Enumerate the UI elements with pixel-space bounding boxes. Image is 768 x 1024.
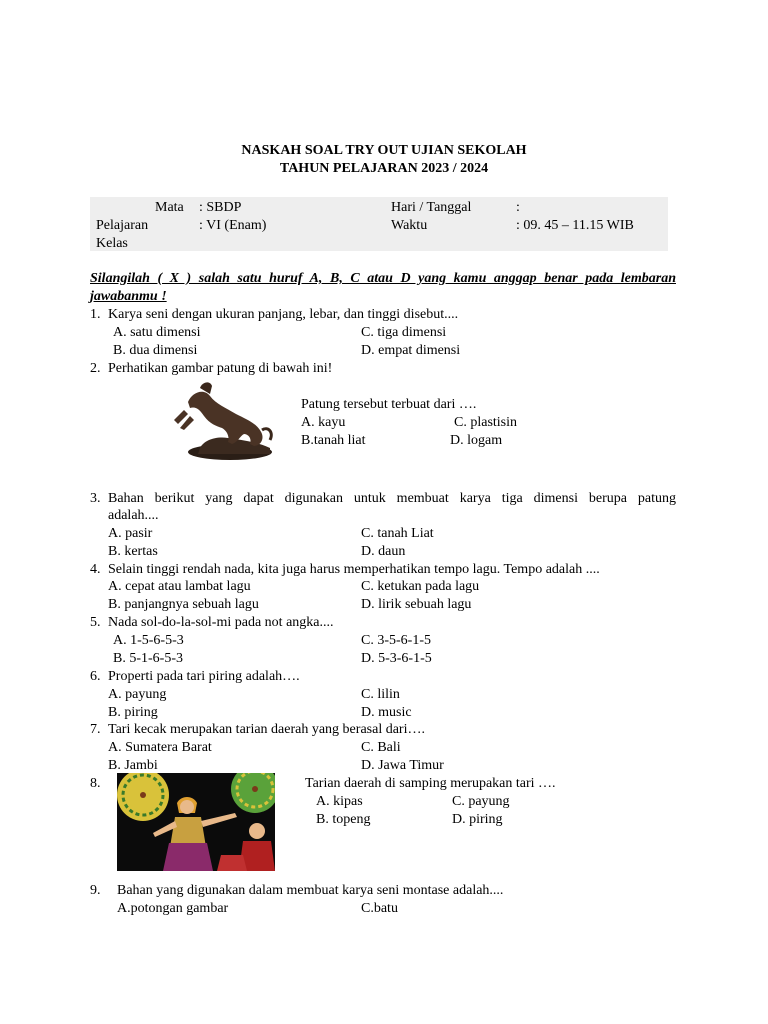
option-c: C. ketukan pada lagu (361, 579, 480, 594)
option-c: C. 3-5-6-1-5 (361, 633, 431, 648)
option-a: A. 1-5-6-5-3 (113, 633, 184, 648)
option-c: C. payung (452, 794, 510, 809)
hari-value: : (516, 200, 520, 215)
option-b: B. topeng (316, 812, 371, 827)
question-number: 6. (90, 669, 101, 684)
option-a: A. kayu (301, 415, 346, 430)
question-text: Nada sol-do-la-sol-mi pada not angka.... (108, 615, 334, 630)
question-number: 2. (90, 361, 101, 376)
question-number: 4. (90, 562, 101, 577)
option-d: D. empat dimensi (361, 343, 461, 358)
option-d: D. music (361, 705, 412, 720)
option-d: D. Jawa Timur (361, 758, 444, 773)
mata-value: : SBDP (199, 200, 242, 215)
option-d: D. daun (361, 544, 406, 559)
question-text: Tari kecak merupakan tarian daerah yang berasal dari…. (108, 722, 425, 737)
option-c: C. Bali (361, 740, 401, 755)
option-d: D. logam (450, 433, 503, 448)
option-c: C. lilin (361, 687, 400, 702)
option-a: A. satu dimensi (113, 325, 201, 340)
question-number: 8. (90, 776, 101, 791)
option-a: A. payung (108, 687, 167, 702)
question-text: Bahan yang digunakan dalam membuat karya seni montase adalah.... (117, 883, 504, 898)
option-c: C. tanah Liat (361, 526, 434, 541)
option-b: B. piring (108, 705, 158, 720)
waktu-label: Waktu (391, 218, 428, 233)
option-c: C. plastisin (454, 415, 518, 430)
hari-label: Hari / Tanggal (391, 200, 472, 215)
question-text: Karya seni dengan ukuran panjang, lebar, dan tinggi disebut.... (108, 307, 459, 322)
option-a: A. cepat atau lambat lagu (108, 579, 251, 594)
document-title: NASKAH SOAL TRY OUT UJIAN SEKOLAH (241, 143, 527, 158)
document-subtitle: TAHUN PELAJARAN 2023 / 2024 (279, 161, 489, 176)
option-a: A. Sumatera Barat (108, 740, 212, 755)
kelas-label: Kelas (96, 236, 128, 251)
option-c: C. tiga dimensi (361, 325, 447, 340)
question-text: Properti pada tari piring adalah…. (108, 669, 300, 684)
horse-statue-image (170, 380, 276, 464)
instruction-line2: jawabanmu ! (90, 289, 167, 304)
payung-dance-image (117, 773, 275, 871)
option-d: D. piring (452, 812, 503, 827)
kelas-value: : VI (Enam) (199, 218, 267, 233)
question-text: Bahan berikut yang dapat digunakan untuk membuat karya tiga dimensi berupa patung (108, 491, 676, 506)
option-d: D. lirik sebuah lagu (361, 597, 472, 612)
instruction-line1: Silangilah ( X ) salah satu huruf A, B, C atau D yang kamu anggap benar pada lembaran (90, 271, 676, 286)
option-b: B. 5-1-6-5-3 (113, 651, 183, 666)
question-number: 9. (90, 883, 101, 898)
question-number: 7. (90, 722, 101, 737)
question-text-continued: adalah.... (108, 508, 159, 523)
question-text: Perhatikan gambar patung di bawah ini! (108, 361, 333, 376)
option-b: B.tanah liat (301, 433, 366, 448)
question-number: 3. (90, 491, 101, 506)
option-d: D. 5-3-6-1-5 (361, 651, 432, 666)
option-a: A. pasir (108, 526, 153, 541)
option-b: B. Jambi (108, 758, 158, 773)
question-number: 1. (90, 307, 101, 322)
option-b: B. panjangnya sebuah lagu (108, 597, 259, 612)
question-number: 5. (90, 615, 101, 630)
question-text: Selain tinggi rendah nada, kita juga harus memperhatikan tempo lagu. Tempo adalah .... (108, 562, 600, 577)
question-subtext: Patung tersebut terbuat dari …. (301, 397, 477, 412)
question-text: Tarian daerah di samping merupakan tari …. (305, 776, 556, 791)
option-c: C.batu (361, 901, 398, 916)
option-a: A.potongan gambar (117, 901, 229, 916)
waktu-value: : 09. 45 – 11.15 WIB (516, 218, 634, 233)
option-b: B. dua dimensi (113, 343, 198, 358)
pelajaran-label: Pelajaran (96, 218, 149, 233)
mata-label: Mata (155, 200, 184, 215)
option-b: B. kertas (108, 544, 158, 559)
option-a: A. kipas (316, 794, 363, 809)
